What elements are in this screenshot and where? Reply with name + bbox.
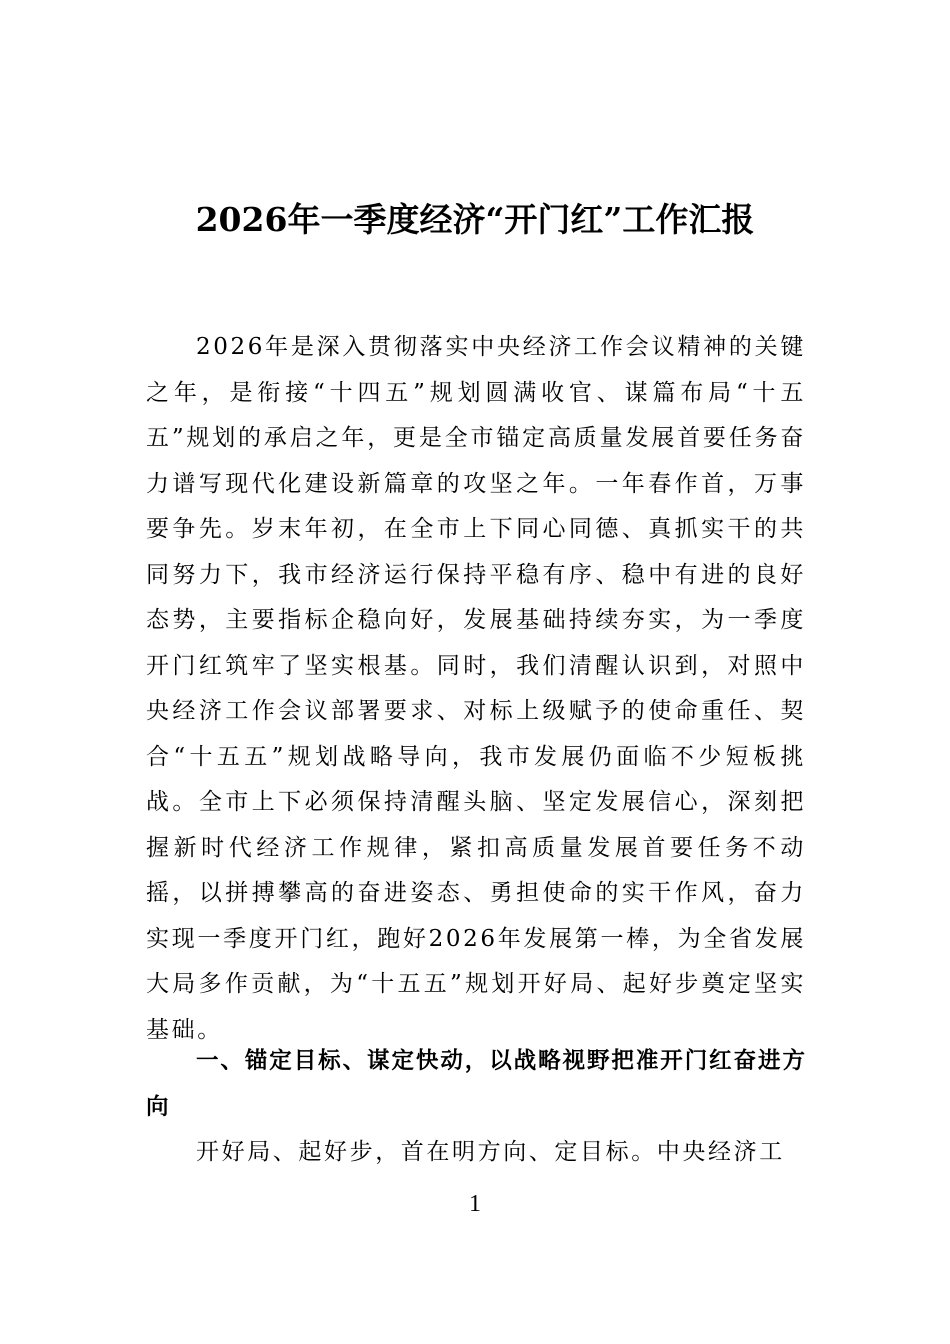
section-paragraph: 开好局、起好步，首在明方向、定目标。中央经济工 (196, 1139, 785, 1165)
section-heading: 一、锚定目标、谋定快动，以战略视野把准开门红奋进方向 (146, 1048, 806, 1120)
page-number: 1 (469, 1191, 481, 1217)
intro-paragraph: 2026年是深入贯彻落实中央经济工作会议精神的关键之年，是衔接“十四五”规划圆满收官、谋篇布局“十五五”规划的承启之年，更是全市锚定高质量发展首要任务奋力谱写现代化建设新篇章的攻坚之年。一年春作首，万事要争先。岁末年初，在全市上下同心同德、真抓实干的共同努力下，我市经济运行保持平稳有序、稳中有进的良好态势，主要指标企稳向好，发展基础持续夯实，为一季度开门红筑牢了坚实根基。同时，我们清醒认识到，对照中央经济工作会议部署要求、对标上级赋予的使命重任、契合“十五五”规划战略导向，我市发展仍面临不少短板挑战。全市上下必须保持清醒头脑、坚定发展信心，深刻把握新时代经济工作规律，紧扣高质量发展首要任务不动摇，以拼搏攀高的奋进姿态、勇担使命的实干作风，奋力实现一季度开门红，跑好2026年发展第一棒，为全省发展大局多作贡献，为“十五五”规划开好局、起好步奠定坚实基础。 (146, 334, 806, 1043)
document-title: 2026年一季度经济“开门红”工作汇报 (195, 200, 755, 239)
